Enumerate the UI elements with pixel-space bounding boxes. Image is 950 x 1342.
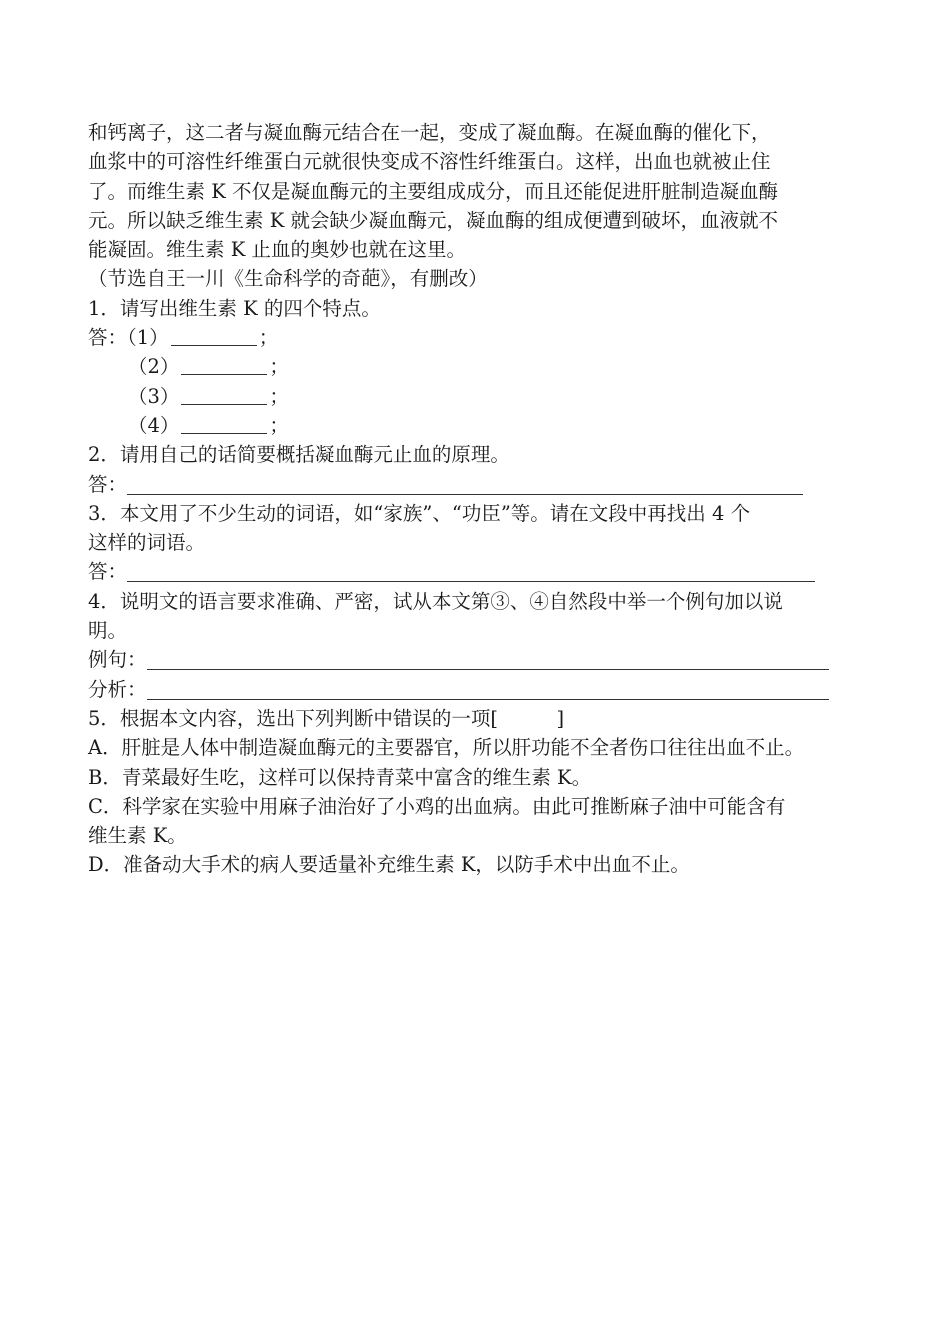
question-3 bbox=[88, 499, 888, 587]
question-1 bbox=[88, 294, 888, 440]
question-2 bbox=[88, 440, 888, 499]
document-page bbox=[88, 118, 888, 880]
question-text: 4．说明文的语言要求准确、严密，试从本文第③、④自然段中举一个例句加以说 bbox=[88, 589, 783, 613]
passage-line: 能凝固。维生素 K 止血的奥妙也就在这里。 bbox=[88, 238, 466, 262]
answer-prefix: 答： bbox=[88, 326, 128, 350]
answer-line bbox=[88, 352, 888, 381]
answer-blank[interactable] bbox=[127, 474, 803, 495]
item-number: （3） bbox=[128, 384, 180, 408]
option-a: A．肝脏是人体中制造凝血酶元的主要器官，所以肝功能不全者伤口往往出血不止。 bbox=[88, 736, 805, 760]
question-text: 1．请写出维生素 K 的四个特点。 bbox=[88, 296, 381, 320]
item-end: ； bbox=[269, 413, 289, 437]
answer-blank[interactable] bbox=[127, 561, 815, 582]
option-c-continued: 维生素 K。 bbox=[88, 824, 187, 848]
answer-blank[interactable] bbox=[181, 354, 267, 375]
item-number: （2） bbox=[128, 355, 180, 379]
answer-line bbox=[88, 675, 888, 704]
answer-line bbox=[88, 645, 888, 674]
answer-blank[interactable] bbox=[181, 384, 267, 405]
answer-blank[interactable] bbox=[171, 325, 257, 346]
answer-line bbox=[88, 382, 888, 411]
item-end: ； bbox=[269, 384, 289, 408]
answer-line bbox=[88, 557, 888, 586]
item-end: ； bbox=[269, 355, 289, 379]
answer-label: 答： bbox=[88, 472, 128, 496]
answer-blank[interactable] bbox=[181, 413, 267, 434]
answer-label: 答： bbox=[88, 560, 128, 584]
question-5 bbox=[88, 704, 888, 880]
question-text: 明。 bbox=[88, 619, 128, 643]
option-d: D．准备动大手术的病人要适量补充维生素 K，以防手术中出血不止。 bbox=[88, 853, 690, 877]
answer-line bbox=[88, 470, 888, 499]
question-text: 3．本文用了不少生动的词语，如“家族”、“功臣”等。请在文段中再找出 4 个 bbox=[88, 501, 751, 525]
passage bbox=[88, 118, 888, 294]
question-text: 2．请用自己的话简要概括凝血酶元止血的原理。 bbox=[88, 443, 510, 467]
passage-line: 血浆中的可溶性纤维蛋白元就很快变成不溶性纤维蛋白。这样，出血也就被止住 bbox=[88, 150, 771, 174]
passage-source: （节选自王一川《生命科学的奇葩》，有删改） bbox=[88, 267, 488, 291]
question-text: 5．根据本文内容，选出下列判断中错误的一项[ ] bbox=[88, 706, 565, 730]
answer-line bbox=[88, 323, 888, 352]
example-label: 例句： bbox=[88, 648, 147, 672]
item-end: ； bbox=[258, 326, 279, 350]
example-blank[interactable] bbox=[147, 649, 829, 670]
analysis-label: 分析： bbox=[88, 677, 147, 701]
option-b: B．青菜最好生吃，这样可以保持青菜中富含的维生素 K。 bbox=[88, 765, 592, 789]
question-text: 这样的词语。 bbox=[88, 531, 206, 555]
answer-line bbox=[88, 411, 888, 440]
item-number: （1） bbox=[127, 326, 169, 350]
item-number: （4） bbox=[128, 413, 180, 437]
passage-line: 和钙离子，这二者与凝血酶元结合在一起，变成了凝血酶。在凝血酶的催化下， bbox=[88, 121, 771, 144]
passage-line: 了。而维生素 K 不仅是凝血酶元的主要组成成分，而且还能促进肝脏制造凝血酶 bbox=[88, 179, 778, 203]
analysis-blank[interactable] bbox=[147, 679, 829, 700]
option-c: C．科学家在实验中用麻子油治好了小鸡的出血病。由此可推断麻子油中可能含有 bbox=[88, 794, 786, 818]
passage-line: 元。所以缺乏维生素 K 就会缺少凝血酶元，凝血酶的组成便遭到破坏，血液就不 bbox=[88, 208, 778, 232]
question-4 bbox=[88, 587, 888, 704]
